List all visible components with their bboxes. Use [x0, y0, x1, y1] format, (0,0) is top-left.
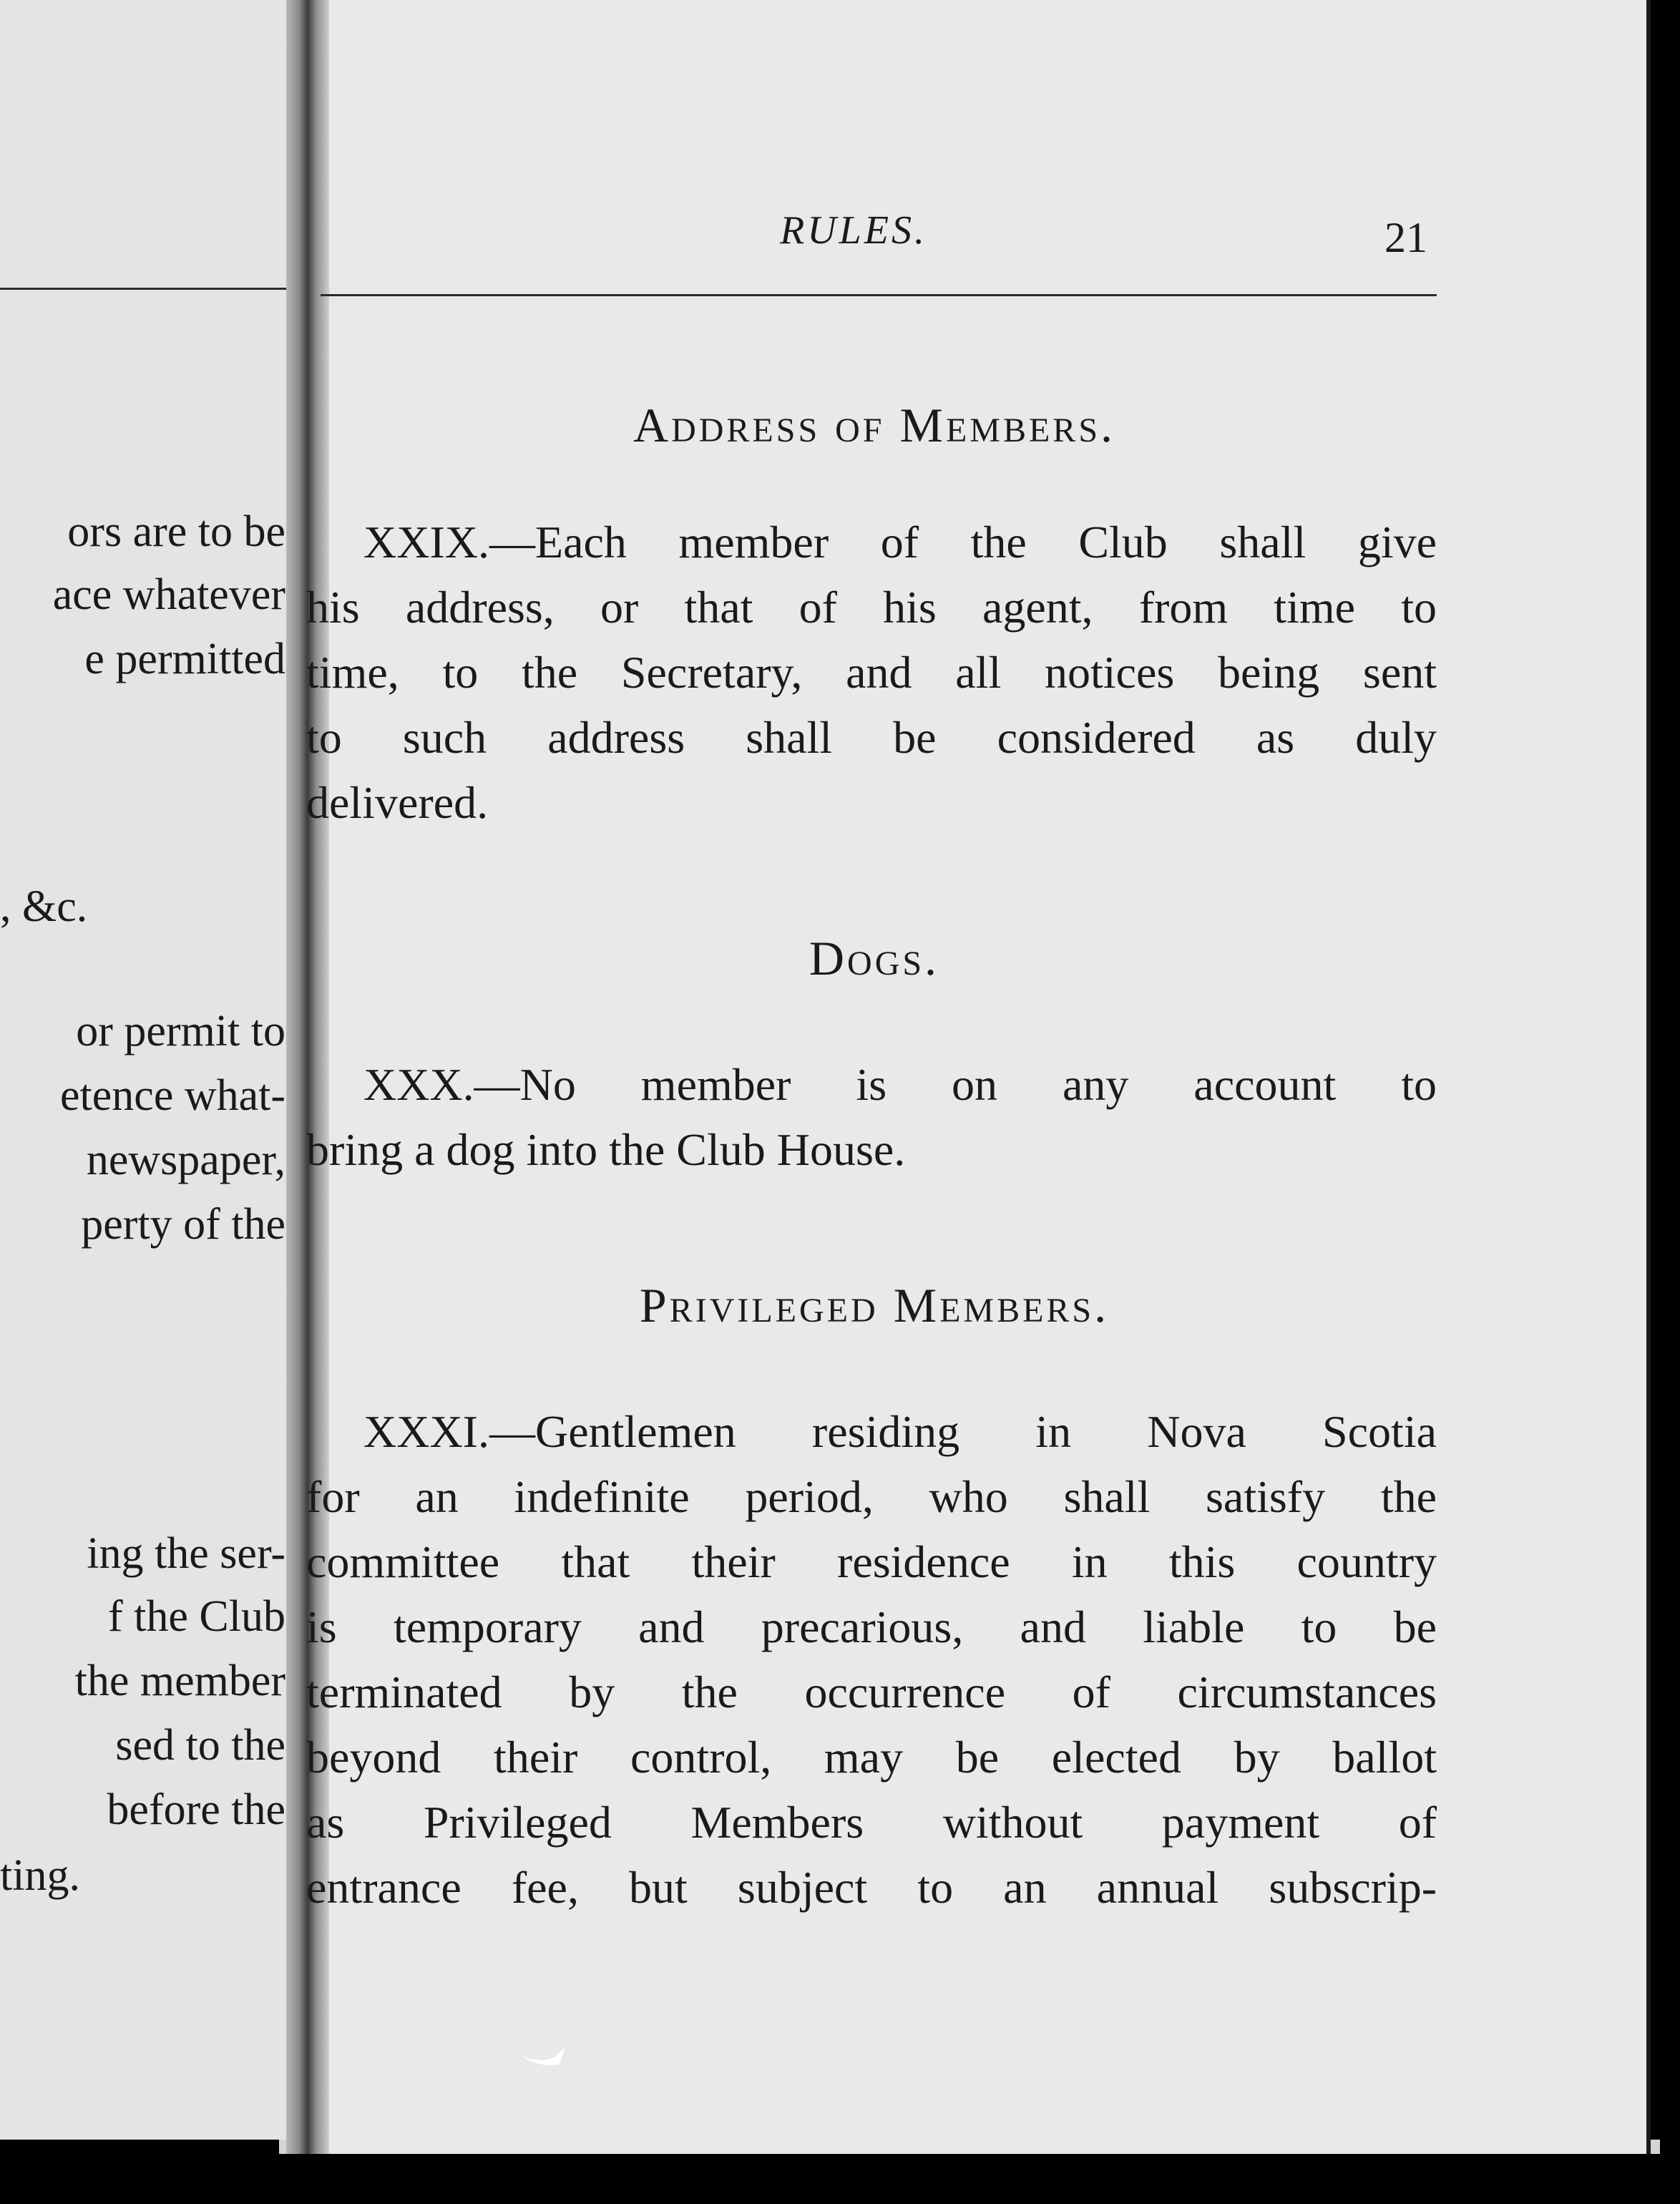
left-page-line: newspaper, — [86, 1136, 285, 1184]
rule-xxix-paragraph — [306, 509, 1437, 835]
left-page-line: f the Club — [108, 1592, 285, 1641]
paragraph-line: beyond their control, may be elected by ballot — [306, 1732, 1437, 1783]
page-number: 21 — [1384, 214, 1427, 261]
header-rule — [321, 294, 1437, 296]
section-heading-privileged-members: Privileged Members. — [639, 1278, 1110, 1332]
paragraph-line: for an indefinite period, who shall satisfy the — [306, 1471, 1437, 1522]
section-heading-dogs: Dogs. — [809, 931, 940, 985]
left-page-line: or permit to — [76, 1007, 285, 1055]
left-page-line: perty of the — [81, 1200, 285, 1249]
paragraph-line: as Privileged Members without payment of — [306, 1797, 1437, 1848]
left-page-line: sed to the — [115, 1721, 285, 1770]
scan-speck-mark — [515, 2025, 572, 2068]
paragraph-line: to such address shall be considered as duly — [306, 712, 1437, 763]
paragraph-line: time, to the Secretary, and all notices being sent — [306, 647, 1437, 698]
left-page-line: the member — [74, 1657, 285, 1705]
left-page — [0, 0, 304, 2140]
left-page-line: etence what- — [60, 1071, 285, 1120]
left-page-line: e permitted — [84, 635, 285, 683]
running-head: RULES. — [780, 208, 927, 253]
left-page-line: ting. — [0, 1851, 80, 1900]
left-page-header-rule — [0, 288, 295, 290]
left-page-line: ors are to be — [67, 507, 285, 556]
paragraph-line: bring a dog into the Club House. — [306, 1124, 906, 1175]
left-page-line: before the — [107, 1785, 285, 1834]
paragraph-line: terminated by the occurrence of circumstances — [306, 1667, 1437, 1717]
paragraph-line: XXIX.—Each member of the Club shall give — [363, 517, 1437, 567]
rule-xxxi-paragraph — [306, 1399, 1437, 1920]
paragraph-line: is temporary and precarious, and liable to be — [306, 1601, 1437, 1652]
paragraph-line: his address, or that of his agent, from time to — [306, 582, 1437, 633]
left-page-line: , &c. — [0, 882, 88, 931]
paragraph-line: entrance fee, but subject to an annual subscrip- — [306, 1862, 1437, 1913]
rule-xxx-paragraph — [306, 1052, 1437, 1182]
left-page-line: ace whatever — [52, 570, 285, 619]
section-heading-address-of-members: Address of Members. — [633, 398, 1116, 452]
paragraph-line: committee that their residence in this country — [306, 1536, 1437, 1587]
paragraph-line: XXXI.—Gentlemen residing in Nova Scotia — [363, 1406, 1437, 1457]
paragraph-line: delivered. — [306, 777, 489, 828]
left-page-line: ing the ser- — [87, 1529, 285, 1578]
paragraph-line: XXX.—No member is on any account to — [363, 1059, 1437, 1110]
